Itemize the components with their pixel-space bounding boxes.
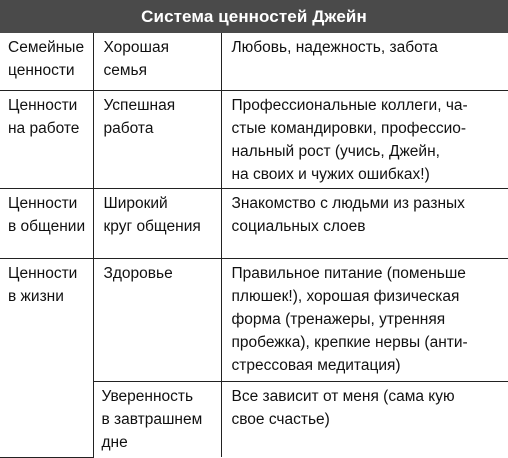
category-cell: Ценности в жизни [0, 258, 93, 457]
table-title: Система ценностей Джейн [0, 0, 508, 33]
table-row [0, 90, 508, 188]
description-cell: Знакомство с людьми из разных социальных слоев [221, 188, 508, 258]
table-row [0, 188, 508, 258]
description-cell: Любовь, надежность, забота [221, 33, 508, 90]
goal-cell: Хорошая семья [93, 33, 221, 90]
table-row [0, 258, 508, 381]
category-cell: Семейные ценности [0, 33, 93, 90]
goal-cell: Здоровье [93, 258, 221, 381]
values-grid [0, 33, 508, 458]
goal-cell: Успешная работа [93, 90, 221, 188]
description-cell: Все зависит от меня (сама кую свое счастье) [221, 381, 508, 457]
goal-cell: Широкий круг общения [93, 188, 221, 258]
table-row [0, 33, 508, 90]
description-cell: Профессиональные коллеги, ча- стые командировки, профессио- нальный рост (учись, Джейн, на своих и чужих ошибках!) [221, 90, 508, 188]
description-cell: Правильное питание (поменьше плюшек!), хорошая физическая форма (тренажеры, утренняя пробежка), крепкие нервы (анти- стрессовая медитация) [221, 258, 508, 381]
category-cell: Ценности в общении [0, 188, 93, 258]
category-cell: Ценности на работе [0, 90, 93, 188]
goal-cell: Уверенность в завтрашнем дне [93, 381, 221, 457]
